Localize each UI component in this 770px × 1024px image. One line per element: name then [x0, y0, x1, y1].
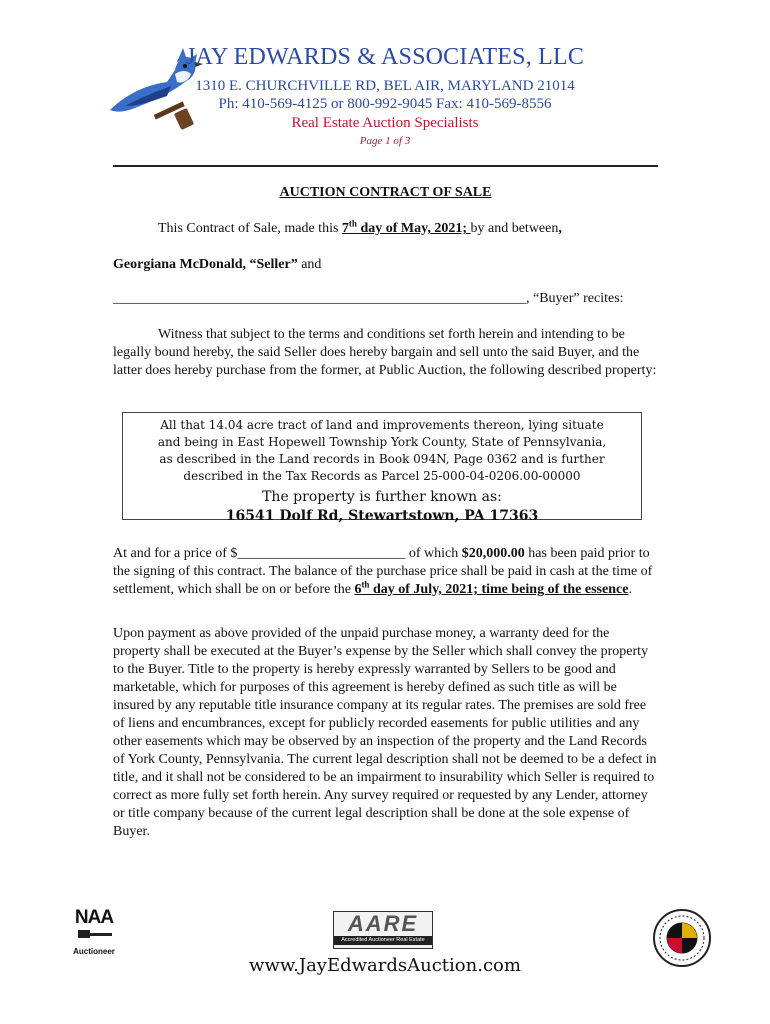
- contract-date: 7th day of May, 2021;: [341, 218, 471, 236]
- company-tagline: Real Estate Auction Specialists: [291, 115, 479, 131]
- intro-paragraph: This Contract of Sale, made this 7th day of May, 2021; by and between,: [158, 218, 562, 236]
- document-title: AUCTION CONTRACT OF SALE: [279, 185, 492, 200]
- aare-logo: AARE Accredited Auctioneer Real Estate: [333, 911, 433, 949]
- property-line: as described in the Land records in Book 094N, Page 0362 and is further: [159, 452, 605, 466]
- seller-name: Georgiana McDonald, “Seller”: [113, 257, 298, 272]
- state-seal-icon: [652, 908, 712, 968]
- property-line: described in the Tax Records as Parcel 25-000-04-0206.00-00000: [183, 469, 581, 483]
- property-line: All that 14.04 acre tract of land and improvements thereon, lying situate: [160, 418, 604, 432]
- naa-logo: NAA Auctioneer: [73, 907, 115, 956]
- seller-line: Georgiana McDonald, “Seller” and: [113, 257, 322, 272]
- company-address: 1310 E. CHURCHVILLE RD, BEL AIR, MARYLAND 21014: [195, 78, 575, 94]
- witness-paragraph: Witness that subject to the terms and conditions set forth herein and intending to be legally bound hereby, the said Seller does hereby bargain and sell unto the said Buyer, and the latter does hereby purchase from the former, at Public Auction, the following described property:: [113, 327, 657, 378]
- page-number: Page 1 of 3: [359, 135, 411, 147]
- property-address: 16541 Dolf Rd, Stewartstown, PA 17363: [225, 508, 539, 524]
- gavel-icon: [74, 928, 114, 942]
- deposit-amount: $20,000.00: [461, 546, 525, 561]
- settlement-date: 6th day of July, 2021; time being of the essence: [354, 579, 629, 597]
- footer-website-link[interactable]: www.JayEdwardsAuction.com: [249, 955, 521, 976]
- header-divider: [113, 165, 658, 167]
- known-as-label: The property is further known as:: [262, 489, 502, 505]
- buyer-line: ___________________________________________________________, “Buyer” recites:: [113, 291, 624, 306]
- property-line: and being in East Hopewell Township York County, State of Pennsylvania,: [157, 435, 607, 449]
- property-description-box: [122, 412, 642, 524]
- price-paragraph: At and for a price of $________________________ of which $20,000.00 has been paid prior to the signing of this contract. The balance of the purchase price shall be paid in cash at the time of settlement, which shall be on or before the 6th day of July, 2021; time being of the essence.: [113, 546, 653, 597]
- warranty-paragraph: Upon payment as above provided of the unpaid purchase money, a warranty deed for the property shall be executed at the Buyer’s expense by the Seller which shall convey the property to the Buyer. Title to the property is hereby expressly warranted by Sellers to be good and marketable, which for purposes of this agreement is hereby defined as such title as will be insured by any reputable title insurance company at its regular rates. The premises are sold free of liens and encumbrances, except for publicly recorded easements for public utilities and any other easements which may be observed by an inspection of the property and the Land Records of York County, Pennsylvania. The current legal description shall not be deemed to be a defect in title, and it shall not be considered to be an impairment to insurability which Seller is required to correct as more fully set forth herein. Any survey required or requested by any Lender, attorney or title company because of the current legal description shall be done at the sole expense of Buyer.: [113, 626, 657, 839]
- company-name: JAY EDWARDS & ASSOCIATES, LLC: [185, 44, 585, 70]
- company-phone: Ph: 410-569-4125 or 800-992-9045 Fax: 410-569-8556: [218, 96, 552, 112]
